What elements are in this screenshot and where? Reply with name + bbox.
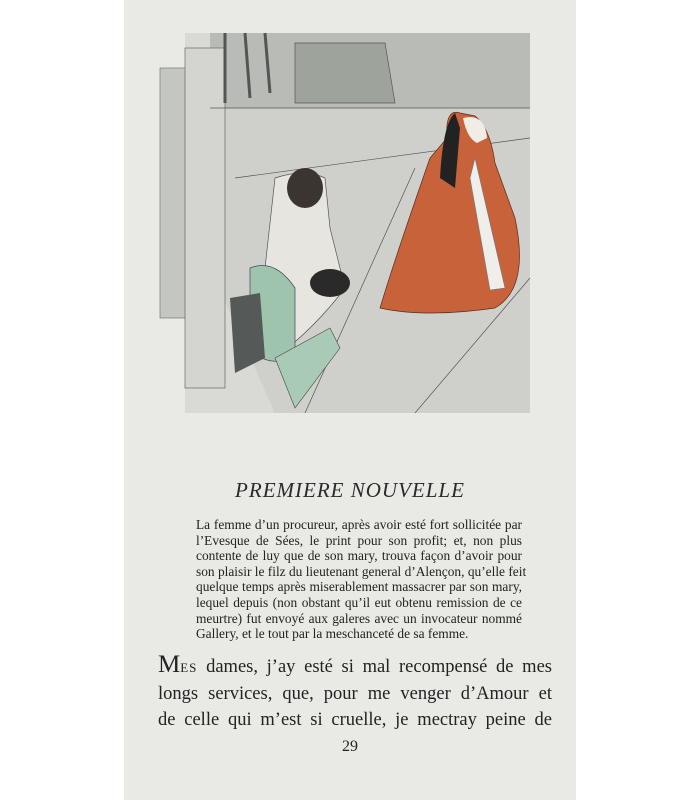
body-line: longs services, que, pour me venger d’Amour et xyxy=(158,684,552,704)
illustration-kneeling-figures xyxy=(155,28,535,423)
summary-line: lequel depuis (non obstant qu’il eut obtenu remission de ce xyxy=(196,594,522,610)
drop-cap: M xyxy=(158,651,181,678)
chapter-summary xyxy=(196,517,527,642)
summary-line: son plaisir le filz du lieutenant general d’Alençon, qu’elle feit xyxy=(196,563,527,579)
summary-line: l’Evesque de Sées, le print pour son profit; et, non plus xyxy=(196,532,522,548)
summary-line: La femme d’un procureur, après avoir esté fort sollicitée par xyxy=(196,517,522,532)
body-line-text: dames, j’ay esté si mal recompensé de mes xyxy=(197,657,552,677)
page-number: 29 xyxy=(342,738,358,755)
summary-line: Gallery, et le tout par la meschanceté de sa femme. xyxy=(196,626,469,642)
summary-line: quelque temps après miserablement massacrer par son mary, xyxy=(196,579,522,595)
small-caps: ES xyxy=(180,660,198,675)
body-line xyxy=(158,652,552,681)
summary-line: meurtre) fut envoyé aux galeres avec un invocateur nommé xyxy=(196,610,522,626)
body-text xyxy=(158,652,552,733)
summary-line: contente de luy que de son mary, trouva façon d’avoir pour xyxy=(196,548,522,564)
body-line: de celle qui m’est si cruelle, je mectray peine de xyxy=(158,710,552,730)
chapter-title: PREMIERE NOUVELLE xyxy=(235,478,465,502)
